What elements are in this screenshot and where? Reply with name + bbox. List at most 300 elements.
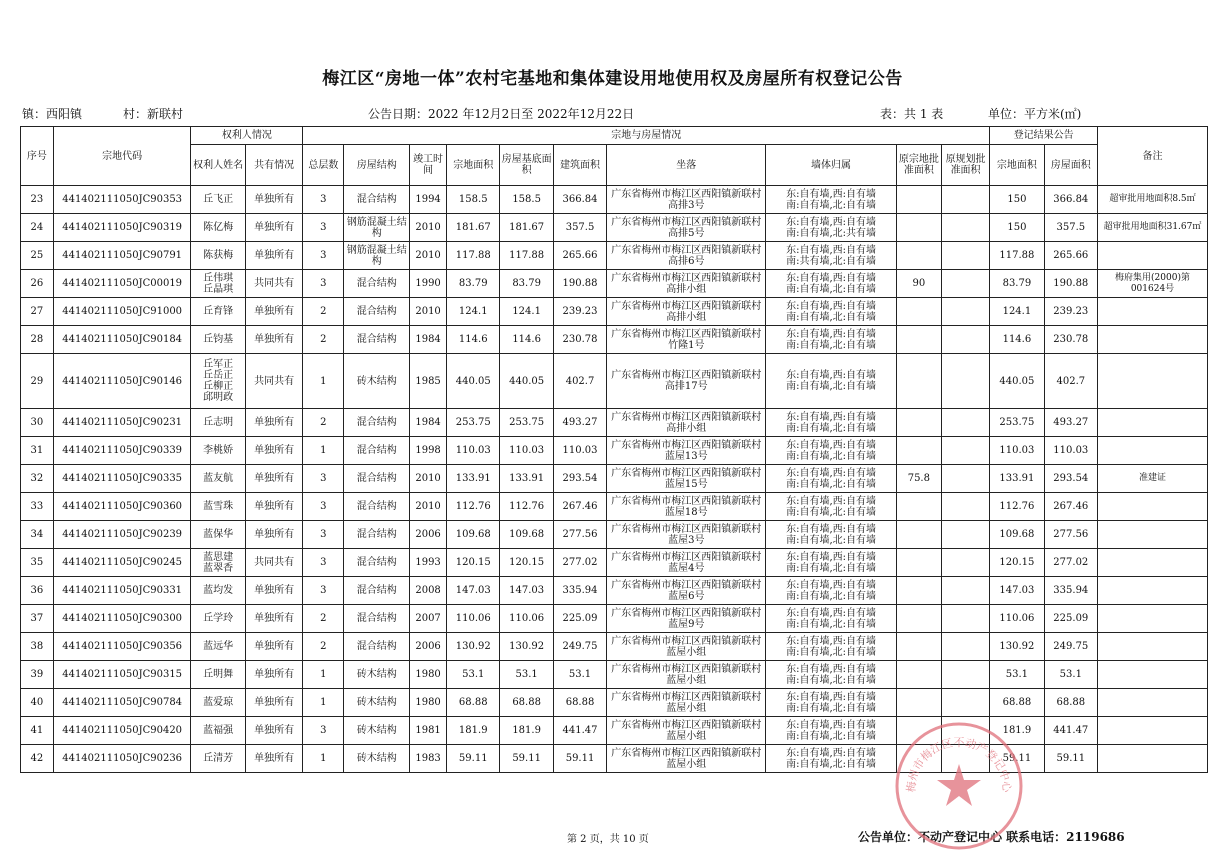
- row-seq: 29: [21, 354, 54, 409]
- row-structure: 混合结构: [344, 465, 410, 493]
- row-res-house: 249.75: [1044, 633, 1097, 661]
- row-name: 蓝远华: [191, 633, 245, 661]
- row-year: 2010: [410, 214, 447, 242]
- row-orig-area: [896, 354, 941, 409]
- row-floors: 1: [303, 689, 344, 717]
- row-year: 1983: [410, 745, 447, 773]
- row-share: 单独所有: [245, 326, 303, 354]
- row-code: 441402111050JC90319: [53, 214, 191, 242]
- row-remark: [1098, 661, 1208, 689]
- row-res-house: 493.27: [1044, 409, 1097, 437]
- row-res-land: 253.75: [990, 409, 1044, 437]
- header-seq: 序号: [21, 127, 54, 186]
- row-res-house: 265.66: [1044, 242, 1097, 270]
- row-land-area: 110.03: [447, 437, 500, 465]
- row-land-area: 130.92: [447, 633, 500, 661]
- row-res-land: 53.1: [990, 661, 1044, 689]
- row-wall: 东:自有墙,西:自有墙 南:自有墙,北:自有墙: [766, 298, 896, 326]
- row-seq: 37: [21, 605, 54, 633]
- row-code: 441402111050JC90146: [53, 354, 191, 409]
- row-share: 单独所有: [245, 605, 303, 633]
- row-wall: 东:自有墙,西:自有墙 南:自有墙,北:自有墙: [766, 689, 896, 717]
- row-res-land: 59.11: [990, 745, 1044, 773]
- row-share: 单独所有: [245, 633, 303, 661]
- row-structure: 砖木结构: [344, 661, 410, 689]
- row-share: 单独所有: [245, 689, 303, 717]
- row-land-area: 124.1: [447, 298, 500, 326]
- row-name: 丘志明: [191, 409, 245, 437]
- row-floors: 2: [303, 409, 344, 437]
- table-row: [21, 298, 1208, 326]
- row-seq: 23: [21, 186, 54, 214]
- row-year: 1993: [410, 549, 447, 577]
- row-year: 1980: [410, 661, 447, 689]
- row-base-area: 181.9: [500, 717, 553, 745]
- header-base-area: 房屋基底面积: [500, 145, 553, 186]
- row-seq: 31: [21, 437, 54, 465]
- row-structure: 砖木结构: [344, 745, 410, 773]
- row-year: 1990: [410, 270, 447, 298]
- row-remark: 准建证: [1098, 465, 1208, 493]
- row-floors: 2: [303, 605, 344, 633]
- row-plan-area: [941, 577, 989, 605]
- row-land-area: 68.88: [447, 689, 500, 717]
- row-build-area: 230.78: [553, 326, 606, 354]
- row-seq: 38: [21, 633, 54, 661]
- row-address: 广东省梅州市梅江区西阳镇新联村蓝屋小组: [607, 689, 766, 717]
- row-land-area: 181.67: [447, 214, 500, 242]
- row-orig-area: [896, 549, 941, 577]
- row-remark: 超审批用地面积31.67㎡: [1098, 214, 1208, 242]
- row-res-land: 440.05: [990, 354, 1044, 409]
- row-structure: 混合结构: [344, 493, 410, 521]
- row-share: 单独所有: [245, 214, 303, 242]
- table-row: [21, 661, 1208, 689]
- row-name: 蓝雪珠: [191, 493, 245, 521]
- row-build-area: 265.66: [553, 242, 606, 270]
- row-name: 丘伟琪 丘晶琪: [191, 270, 245, 298]
- header-structure: 房屋结构: [344, 145, 410, 186]
- row-code: 441402111050JC90231: [53, 409, 191, 437]
- table-row: [21, 354, 1208, 409]
- row-wall: 东:自有墙,西:自有墙 南:自有墙,北:自有墙: [766, 409, 896, 437]
- row-build-area: 493.27: [553, 409, 606, 437]
- row-share: 单独所有: [245, 465, 303, 493]
- row-res-land: 124.1: [990, 298, 1044, 326]
- table-row: [21, 717, 1208, 745]
- table-row: [21, 521, 1208, 549]
- row-share: 单独所有: [245, 242, 303, 270]
- row-base-area: 109.68: [500, 521, 553, 549]
- row-orig-area: [896, 661, 941, 689]
- row-structure: 混合结构: [344, 605, 410, 633]
- page-number: 第 2 页，共 10 页: [567, 834, 649, 845]
- row-code: 441402111050JC90245: [53, 549, 191, 577]
- row-seq: 24: [21, 214, 54, 242]
- row-land-area: 133.91: [447, 465, 500, 493]
- row-build-area: 239.23: [553, 298, 606, 326]
- row-plan-area: [941, 354, 989, 409]
- table-row: [21, 577, 1208, 605]
- row-share: 单独所有: [245, 409, 303, 437]
- row-plan-area: [941, 689, 989, 717]
- row-res-land: 110.06: [990, 605, 1044, 633]
- row-code: 441402111050JC90315: [53, 661, 191, 689]
- row-name: 陈获梅: [191, 242, 245, 270]
- row-plan-area: [941, 437, 989, 465]
- row-name: 蓝保华: [191, 521, 245, 549]
- header-build-area: 建筑面积: [553, 145, 606, 186]
- row-year: 1984: [410, 326, 447, 354]
- row-base-area: 114.6: [500, 326, 553, 354]
- row-structure: 混合结构: [344, 521, 410, 549]
- row-structure: 砖木结构: [344, 354, 410, 409]
- row-base-area: 181.67: [500, 214, 553, 242]
- row-structure: 混合结构: [344, 298, 410, 326]
- row-wall: 东:自有墙,西:自有墙 南:自有墙,北:共有墙: [766, 214, 896, 242]
- row-res-house: 293.54: [1044, 465, 1097, 493]
- table-row: [21, 465, 1208, 493]
- row-code: 441402111050JC90331: [53, 577, 191, 605]
- row-name: 丘军正 丘岳正 丘柳正 邱明政: [191, 354, 245, 409]
- row-wall: 东:自有墙,西:自有墙 南:共有墙,北:自有墙: [766, 242, 896, 270]
- row-wall: 东:自有墙,西:自有墙 南:自有墙,北:自有墙: [766, 493, 896, 521]
- row-share: 共同共有: [245, 270, 303, 298]
- row-remark: [1098, 242, 1208, 270]
- row-code: 441402111050JC90791: [53, 242, 191, 270]
- row-floors: 3: [303, 521, 344, 549]
- row-name: 丘明舞: [191, 661, 245, 689]
- row-code: 441402111050JC90184: [53, 326, 191, 354]
- row-land-area: 112.76: [447, 493, 500, 521]
- row-orig-area: [896, 298, 941, 326]
- header-plan-area: 原规划批准面积: [941, 145, 989, 186]
- row-land-area: 53.1: [447, 661, 500, 689]
- row-year: 1981: [410, 717, 447, 745]
- row-res-land: 130.92: [990, 633, 1044, 661]
- row-base-area: 117.88: [500, 242, 553, 270]
- row-name: 陈亿梅: [191, 214, 245, 242]
- row-remark: 梅府集用(2000)第001624号: [1098, 270, 1208, 298]
- table-row: [21, 633, 1208, 661]
- row-land-area: 158.5: [447, 186, 500, 214]
- row-wall: 东:自有墙,西:自有墙 南:自有墙,北:自有墙: [766, 605, 896, 633]
- row-year: 1980: [410, 689, 447, 717]
- row-base-area: 59.11: [500, 745, 553, 773]
- row-code: 441402111050JC90239: [53, 521, 191, 549]
- row-share: 单独所有: [245, 661, 303, 689]
- row-build-area: 267.46: [553, 493, 606, 521]
- table-row: [21, 493, 1208, 521]
- row-code: 441402111050JC90353: [53, 186, 191, 214]
- row-floors: 2: [303, 633, 344, 661]
- row-address: 广东省梅州市梅江区西阳镇新联村高排3号: [607, 186, 766, 214]
- row-res-house: 277.56: [1044, 521, 1097, 549]
- header-res-land: 宗地面积: [990, 145, 1044, 186]
- row-structure: 混合结构: [344, 270, 410, 298]
- row-res-land: 147.03: [990, 577, 1044, 605]
- row-base-area: 110.03: [500, 437, 553, 465]
- row-plan-area: [941, 493, 989, 521]
- row-build-area: 293.54: [553, 465, 606, 493]
- announcement-date: 公告日期：2022 年12月2日至 2022年12月22日: [368, 107, 635, 121]
- row-year: 1998: [410, 437, 447, 465]
- row-name: 丘育锋: [191, 298, 245, 326]
- row-res-house: 239.23: [1044, 298, 1097, 326]
- row-code: 441402111050JC90339: [53, 437, 191, 465]
- unit-label: 单位：平方米(㎡): [988, 107, 1082, 121]
- row-code: 441402111050JC90360: [53, 493, 191, 521]
- row-land-area: 147.03: [447, 577, 500, 605]
- row-wall: 东:自有墙,西:自有墙 南:自有墙,北:自有墙: [766, 745, 896, 773]
- row-seq: 36: [21, 577, 54, 605]
- row-plan-area: [941, 521, 989, 549]
- row-share: 共同共有: [245, 549, 303, 577]
- header-res-house: 房屋面积: [1044, 145, 1097, 186]
- row-year: 2010: [410, 242, 447, 270]
- row-orig-area: [896, 605, 941, 633]
- row-wall: 东:自有墙,西:自有墙 南:自有墙,北:自有墙: [766, 326, 896, 354]
- row-plan-area: [941, 549, 989, 577]
- row-address: 广东省梅州市梅江区西阳镇新联村蓝屋13号: [607, 437, 766, 465]
- table-row: [21, 689, 1208, 717]
- row-floors: 3: [303, 549, 344, 577]
- row-floors: 3: [303, 270, 344, 298]
- row-share: 单独所有: [245, 717, 303, 745]
- table-row: [21, 214, 1208, 242]
- row-res-house: 277.02: [1044, 549, 1097, 577]
- row-share: 单独所有: [245, 493, 303, 521]
- row-wall: 东:自有墙,西:自有墙 南:自有墙,北:自有墙: [766, 437, 896, 465]
- table-row: [21, 437, 1208, 465]
- row-year: 1984: [410, 409, 447, 437]
- row-year: 1985: [410, 354, 447, 409]
- row-code: 441402111050JC91000: [53, 298, 191, 326]
- row-name: 李桃娇: [191, 437, 245, 465]
- row-share: 单独所有: [245, 186, 303, 214]
- row-wall: 东:自有墙,西:自有墙 南:自有墙,北:自有墙: [766, 633, 896, 661]
- row-floors: 3: [303, 242, 344, 270]
- row-orig-area: [896, 186, 941, 214]
- row-remark: [1098, 521, 1208, 549]
- row-year: 1994: [410, 186, 447, 214]
- row-wall: 东:自有墙,西:自有墙 南:自有墙,北:自有墙: [766, 661, 896, 689]
- row-base-area: 83.79: [500, 270, 553, 298]
- row-code: 441402111050JC90356: [53, 633, 191, 661]
- header-name: 权利人姓名: [191, 145, 245, 186]
- table-row: [21, 745, 1208, 773]
- row-structure: 混合结构: [344, 549, 410, 577]
- table-row: [21, 409, 1208, 437]
- row-base-area: 440.05: [500, 354, 553, 409]
- row-wall: 东:自有墙,西:自有墙 南:自有墙,北:自有墙: [766, 465, 896, 493]
- row-land-area: 117.88: [447, 242, 500, 270]
- row-address: 广东省梅州市梅江区西阳镇新联村高排6号: [607, 242, 766, 270]
- row-build-area: 357.5: [553, 214, 606, 242]
- row-plan-area: [941, 214, 989, 242]
- row-structure: 混合结构: [344, 186, 410, 214]
- row-name: 丘学玲: [191, 605, 245, 633]
- row-plan-area: [941, 717, 989, 745]
- row-wall: 东:自有墙,西:自有墙 南:自有墙,北:自有墙: [766, 577, 896, 605]
- row-wall: 东:自有墙,西:自有墙 南:自有墙,北:自有墙: [766, 717, 896, 745]
- village-label: 村：新联村: [123, 107, 184, 121]
- row-base-area: 68.88: [500, 689, 553, 717]
- row-res-house: 230.78: [1044, 326, 1097, 354]
- row-res-land: 110.03: [990, 437, 1044, 465]
- row-land-area: 59.11: [447, 745, 500, 773]
- row-seq: 42: [21, 745, 54, 773]
- row-orig-area: [896, 242, 941, 270]
- row-year: 2006: [410, 633, 447, 661]
- table-row: [21, 270, 1208, 298]
- row-wall: 东:自有墙,西:自有墙 南:自有墙,北:自有墙: [766, 186, 896, 214]
- row-orig-area: [896, 437, 941, 465]
- table-row: [21, 326, 1208, 354]
- row-address: 广东省梅州市梅江区西阳镇新联村蓝屋小组: [607, 633, 766, 661]
- row-base-area: 53.1: [500, 661, 553, 689]
- row-structure: 钢筋混凝土结构: [344, 214, 410, 242]
- row-res-land: 120.15: [990, 549, 1044, 577]
- row-remark: [1098, 409, 1208, 437]
- row-structure: 砖木结构: [344, 717, 410, 745]
- table-row: [21, 186, 1208, 214]
- row-build-area: 249.75: [553, 633, 606, 661]
- row-wall: 东:自有墙,西:自有墙 南:自有墙,北:自有墙: [766, 549, 896, 577]
- row-res-house: 441.47: [1044, 717, 1097, 745]
- row-res-land: 150: [990, 214, 1044, 242]
- row-year: 2010: [410, 298, 447, 326]
- row-res-house: 68.88: [1044, 689, 1097, 717]
- row-build-area: 53.1: [553, 661, 606, 689]
- row-share: 共同共有: [245, 354, 303, 409]
- row-land-area: 83.79: [447, 270, 500, 298]
- row-build-area: 441.47: [553, 717, 606, 745]
- row-floors: 1: [303, 354, 344, 409]
- town-label: 镇：西阳镇: [22, 107, 83, 121]
- row-structure: 砖木结构: [344, 689, 410, 717]
- row-code: 441402111050JC90784: [53, 689, 191, 717]
- table-body: [21, 186, 1208, 773]
- header-wall: 墙体归属: [766, 145, 896, 186]
- row-remark: [1098, 577, 1208, 605]
- row-seq: 35: [21, 549, 54, 577]
- row-build-area: 402.7: [553, 354, 606, 409]
- registration-table: [20, 126, 1208, 773]
- row-code: 441402111050JC90335: [53, 465, 191, 493]
- row-name: 丘飞正: [191, 186, 245, 214]
- row-plan-area: [941, 465, 989, 493]
- header-remark: 备注: [1098, 127, 1208, 186]
- header-land-area: 宗地面积: [447, 145, 500, 186]
- row-share: 单独所有: [245, 577, 303, 605]
- row-res-house: 225.09: [1044, 605, 1097, 633]
- table-count: 表：共 1 表: [880, 107, 944, 121]
- row-plan-area: [941, 409, 989, 437]
- row-address: 广东省梅州市梅江区西阳镇新联村蓝屋15号: [607, 465, 766, 493]
- row-res-land: 150: [990, 186, 1044, 214]
- row-floors: 2: [303, 298, 344, 326]
- header-floors: 总层数: [303, 145, 344, 186]
- row-seq: 40: [21, 689, 54, 717]
- row-code: 441402111050JC90300: [53, 605, 191, 633]
- row-res-land: 133.91: [990, 465, 1044, 493]
- header-result-group: 登记结果公告: [990, 127, 1098, 145]
- row-remark: 超审批用地面积8.5㎡: [1098, 186, 1208, 214]
- row-res-house: 402.7: [1044, 354, 1097, 409]
- row-build-area: 366.84: [553, 186, 606, 214]
- row-base-area: 130.92: [500, 633, 553, 661]
- row-name: 蓝思建 蓝翠香: [191, 549, 245, 577]
- row-address: 广东省梅州市梅江区西阳镇新联村高排5号: [607, 214, 766, 242]
- row-share: 单独所有: [245, 521, 303, 549]
- row-remark: [1098, 717, 1208, 745]
- row-land-area: 440.05: [447, 354, 500, 409]
- row-build-area: 190.88: [553, 270, 606, 298]
- row-seq: 39: [21, 661, 54, 689]
- row-res-house: 357.5: [1044, 214, 1097, 242]
- row-land-area: 109.68: [447, 521, 500, 549]
- row-remark: [1098, 745, 1208, 773]
- row-res-house: 190.88: [1044, 270, 1097, 298]
- header-orig-area: 原宗地批准面积: [896, 145, 941, 186]
- row-structure: 混合结构: [344, 577, 410, 605]
- row-res-land: 112.76: [990, 493, 1044, 521]
- row-remark: [1098, 298, 1208, 326]
- row-res-land: 83.79: [990, 270, 1044, 298]
- row-res-house: 53.1: [1044, 661, 1097, 689]
- row-remark: [1098, 493, 1208, 521]
- row-orig-area: [896, 409, 941, 437]
- row-share: 单独所有: [245, 745, 303, 773]
- row-build-area: 68.88: [553, 689, 606, 717]
- row-seq: 34: [21, 521, 54, 549]
- row-seq: 33: [21, 493, 54, 521]
- row-wall: 东:自有墙,西:自有墙 南:自有墙,北:自有墙: [766, 521, 896, 549]
- row-floors: 3: [303, 717, 344, 745]
- row-year: 2010: [410, 493, 447, 521]
- row-orig-area: [896, 633, 941, 661]
- seal-text: 梅州市梅江区不动产登记中心: [904, 736, 1014, 793]
- row-floors: 3: [303, 186, 344, 214]
- row-orig-area: [896, 717, 941, 745]
- row-land-area: 114.6: [447, 326, 500, 354]
- row-res-land: 109.68: [990, 521, 1044, 549]
- row-floors: 3: [303, 214, 344, 242]
- row-orig-area: 75.8: [896, 465, 941, 493]
- header-address: 坐落: [607, 145, 766, 186]
- row-plan-area: [941, 326, 989, 354]
- row-plan-area: [941, 633, 989, 661]
- row-address: 广东省梅州市梅江区西阳镇新联村蓝屋小组: [607, 717, 766, 745]
- row-structure: 混合结构: [344, 409, 410, 437]
- row-structure: 混合结构: [344, 437, 410, 465]
- row-orig-area: [896, 577, 941, 605]
- table-row: [21, 242, 1208, 270]
- row-address: 广东省梅州市梅江区西阳镇新联村蓝屋小组: [607, 745, 766, 773]
- row-build-area: 277.02: [553, 549, 606, 577]
- row-floors: 2: [303, 326, 344, 354]
- row-build-area: 110.03: [553, 437, 606, 465]
- header-year: 竣工时间: [410, 145, 447, 186]
- row-orig-area: [896, 214, 941, 242]
- row-orig-area: [896, 689, 941, 717]
- row-res-land: 181.9: [990, 717, 1044, 745]
- row-structure: 混合结构: [344, 633, 410, 661]
- row-orig-area: [896, 326, 941, 354]
- row-name: 丘清芳: [191, 745, 245, 773]
- row-seq: 27: [21, 298, 54, 326]
